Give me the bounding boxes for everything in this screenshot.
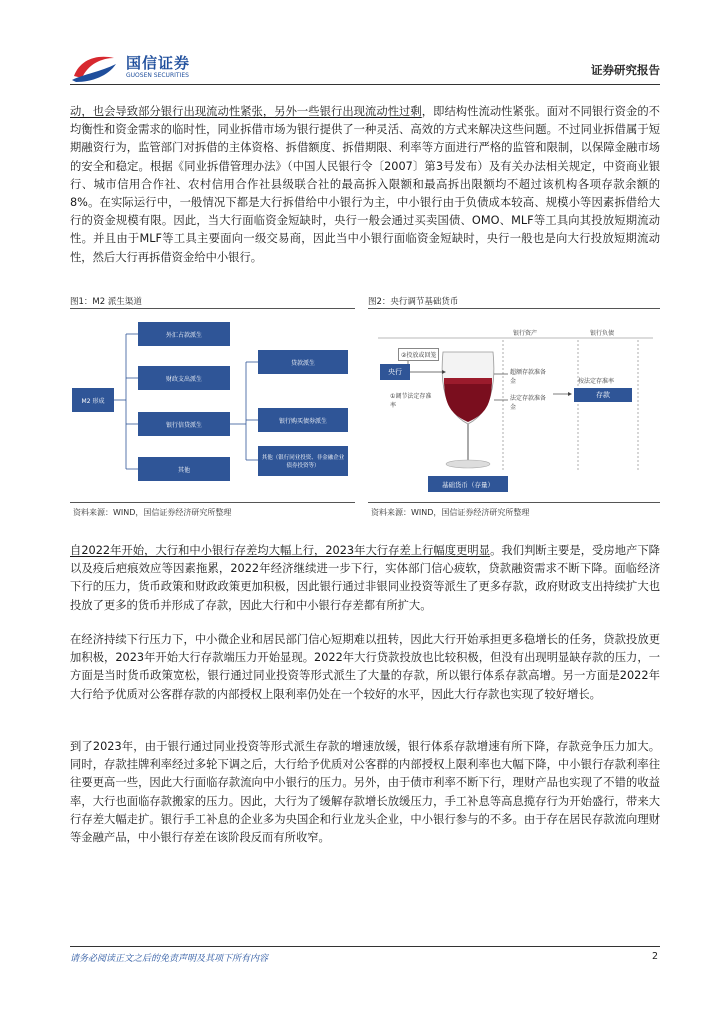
fig2-base-money-box: 基础货币（存量） [428, 476, 508, 492]
fig1-channel-other: 其他 [138, 457, 230, 481]
fig1-sub-loan: 贷款派生 [258, 350, 348, 374]
fig2-title-rule [368, 308, 660, 309]
fig1-source: 资料来源：WIND，国信证券经济研究所整理 [73, 508, 232, 517]
paragraph-4: 到了2023年，由于银行通过同业投资等形式派生存款的增速放缓，银行体系存款增速有所下降，存款竞争压力加大。同时，存款挂牌利率经过多轮下调之后，大行给予优质对公客群的内部授权上限利率也大幅下降，中小银行存款利率往往要更高一些，因此大行面临存款流向中小银行的压力。另外，由于债市利率不断下行，理财产品也实现了不错的收益率，大行也面临存款搬家的压力。因此，大行为了缓解存款增长放缓压力，手工补息等高息揽存行为开始盛行，带来大行存差大幅走扩。银行手工补息的企业多为央国企和行业龙头企业，中小银行参与的不多。由于存在居民存款流向理财等金融产品，中小银行存差在该阶段反而有所收窄。 [70, 740, 660, 845]
fig2-pboc-box: 央行 [380, 364, 410, 380]
fig1-channel-fx: 外汇占款派生 [138, 322, 230, 346]
fig1-channel-credit: 银行信贷派生 [138, 412, 230, 436]
paragraph-3: 在经济持续下行压力下，中小微企业和居民部门信心短期难以扭转，因此大行开始承担更多稳增长的任务，贷款投放更加积极，2023年开始大行存款端压力开始显现。2022年大行贷款投放也比较积极，但没有出现明显缺存款的压力，一方面是当时货币政策宽松，银行通过同业投资等形式派生了大量的存款，所以银行体系存款高增。另一方面是2022年大行给予优质对公客群存款的内部授权上限利率仍处在一个较好的水平，因此大行存款也实现了较好增长。 [70, 633, 660, 701]
fig2-title: 图2：央行调节基础货币 [368, 297, 459, 307]
fig2-label-required: 法定存款准备金 [510, 395, 547, 411]
header [70, 50, 660, 86]
fig2-label-operation: ②投放或回笼 [398, 348, 439, 361]
fig1-sub-other: 其他（银行同业投资、非金融企业债券投资等） [258, 446, 348, 476]
page-number: 2 [651, 951, 658, 962]
fig2-label-excess: 超额存款准备金 [510, 369, 547, 385]
footer-divider [70, 946, 660, 947]
para2-emphasis: 自2022年开始，大行和中小银行存差均大幅上行，2023年大行存差上行幅度更明显 [70, 544, 491, 557]
logo-en: GUOSEN SECURITIES [126, 72, 189, 79]
para1-emphasis: 动，也会导致部分银行出现流动性紧张，另外一些银行出现流动性过剩 [70, 105, 422, 118]
fig1-title: 图1：M2 派生渠道 [70, 297, 142, 307]
fig1-title-rule [70, 308, 355, 309]
para1-text: ，即结构性流动性紧张。面对不同银行资金的不均衡性和资金需求的临时性，同业拆借市场为银行提供了一种灵活、高效的方式来解决这些问题。不过同业拆借属于短期融资行为，监管部门对拆借的主体资格、拆借额度、拆借期限、利率等方面进行严格的监管和限制，以保障金融市场的安全和稳定。根据《同业拆借管理办法》（中国人民银行令〔2007〕第3号发布）及有关办法相关规定，中资商业银行、城市信用合作社、农村信用合作社县级联合社的最高拆入限额和最高拆出限额均不超过该机构各项存款余额的8%。在实际运行中，一般情况下都是大行拆借给中小银行为主，中小银行由于负债成本较高、规模小等因素拆借给大行的资金规模有限。因此，当大行面临资金短缺时，央行一般会通过买卖国债、OMO、MLF等工具向其投放短期流动性。并且由于MLF等工具主要面向一级交易商，因此当中小银行面临资金短缺时，央行一般也是向大行投放短期流动性，然后大行再拆借资金给中小银行。 [70, 105, 660, 264]
paragraph-1 [70, 103, 660, 267]
fig1-channel-fiscal: 财政支出派生 [138, 366, 230, 390]
fig2-label-rrr: ①调节法定存准率 [390, 393, 432, 409]
fig2-bottom-rule [368, 502, 660, 503]
fig2-source: 资料来源：WIND，国信证券经济研究所整理 [371, 508, 530, 517]
paragraph-2 [70, 542, 660, 615]
header-divider [70, 84, 660, 85]
fig1-bottom-rule [70, 502, 355, 503]
footer-disclaimer: 请务必阅读正文之后的免责声明及其项下所有内容 [70, 954, 269, 964]
fig2-col-bank-liab: 银行负债 [590, 330, 615, 337]
fig1-sub-bond: 银行购买债券派生 [258, 408, 348, 432]
fig1-diagram [70, 312, 355, 500]
report-type: 证券研究报告 [591, 63, 660, 77]
logo-cn: 国信证券 [126, 54, 191, 72]
para2-text: 。我们判断主要是，受房地产下降以及疫后疤痕效应等因素拖累，2022年经济继续进一步下行，实体部门信心疲软，贷款融资需求不断下降。面临经济下行的压力，货币政策和财政政策更加积极，因此银行通过非银同业投资等派生了更多存款，政府财政支出持续扩大也投放了更多的货币并形成了存款，因此大行和中小银行存差都有所扩大。 [70, 544, 660, 612]
guosen-logo-icon [70, 50, 120, 84]
fig2-diagram [368, 312, 660, 500]
fig2-label-ratio: 按法定存准率 [578, 378, 615, 385]
fig2-deposit-box: 存款 [574, 388, 632, 402]
fig1-root-box: M2 形成 [72, 388, 114, 412]
fig2-col-bank-assets: 银行资产 [513, 330, 538, 337]
